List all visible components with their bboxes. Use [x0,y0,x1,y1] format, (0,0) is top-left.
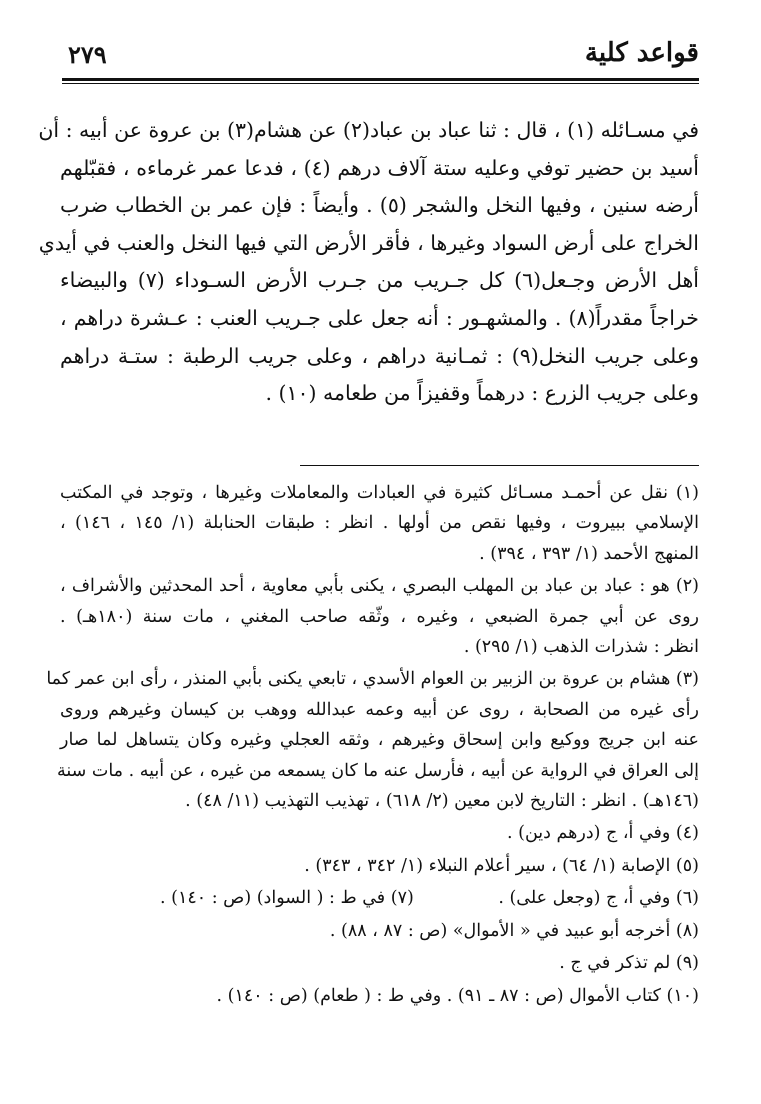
footnote-6: (٦) وفي أ، ج (وجعل على) . [498,888,699,909]
footnote-line: (٨) أخرجه أبو عبيد في « الأموال» (ص : ٨٧ ، ٨٨) . [329,920,699,941]
text-line: خراجاً مقدراً(٨) . والمشهـور : أنه جعل على جـريب العنب : عـشرة دراهم ، [60,305,699,330]
footnote-4 [60,818,699,848]
page-number: ٢٧٩ [68,40,107,69]
footnote-3 [46,664,699,816]
text-line: في مسـائله (١) ، قال : ثنا عباد بن عباد(٢) عن هشام(٣) بن عروة عن أبيه : أن [38,118,699,142]
footnote-1 [60,478,699,569]
footnote-line: (٣) هشام بن عروة بن الزبير بن العوام الأسدي ، تابعي يكنى بأبي المنذر ، رأى ابن عمر كما [46,669,699,690]
footnote-line: الإسلامي ببيروت ، وفيها نقص من أولها . انظر : طبقات الحنابلة (١/ ١٤٥ ، ١٤٦) ، [60,513,699,534]
footnote-line: (١) نقل عن أحمـد مسـائل كثيرة في العبادات والمعاملات وغيرها ، وتوجد في المكتب [60,483,699,503]
footnote-line: (١٠) كتاب الأموال (ص : ٨٧ ـ ٩١) . وفي ط : ( طعام) (ص : ١٤٠) . [216,985,699,1006]
footnotes [46,478,700,1013]
running-title: قواعد كلية [584,38,699,68]
footnote-line: روى عن أبي جمرة الضبعي ، وغيره ، وثّقه صاحب المغني ، مات سنة (١٨٠هـ) . [60,606,700,627]
footnote-9 [60,948,699,978]
footnote-10 [60,981,699,1011]
footnote-line: (٢) هو : عباد بن عباد بن المهلب البصري ، يكنى بأبي معاوية ، أحد المحدثين والأشراف ، [60,576,699,597]
footnote-line: (٤) وفي أ، ج (درهم دين) . [507,823,699,844]
footnote-line: (٥) الإصابة (١/ ٦٤) ، سير أعلام النبلاء (١/ ٣٤٢ ، ٣٤٣) . [304,855,699,876]
footnotes-6-7 [60,883,699,913]
footnote-2 [60,571,699,662]
text-line: الخراج على أرض السواد وغيرها ، فأقر الأرض التي فيها النخل والعنب في أيدي [38,230,699,255]
page-header [62,38,699,80]
footnote-line: رأى غيره من الصحابة ، روى عن أبيه وعمه عبدالله ووهب بن كيسان وغيرهم وروى [60,699,699,720]
text-line: أهل الأرض وجـعل(٦) كل جـريب من جـرب الأرض السـوداء (٧) والبيضاء [60,268,699,293]
footnote-line: انظر : شذرات الذهب (١/ ٢٩٥) . [463,637,699,658]
text-line: وعلى جريب النخل(٩) : ثمـانية دراهم ، وعلى جريب الرطبة : ستـة دراهم [60,343,699,368]
footnote-7: (٧) في ط : ( السواد) (ص : ١٤٠) . [160,888,414,909]
text-line: وعلى جريب الزرع : درهماً وقفيزاً من طعامه (١٠) . [265,381,699,406]
footnote-line: (١٤٦هـ) . انظر : التاريخ لابن معين (٢/ ٦١٨) ، تهذيب التهذيب (١١/ ٤٨) . [185,791,699,812]
footnote-8 [60,916,699,946]
footnote-line: عنه ابن جريج ووكيع وابن إسحاق وغيرهم ، وثقه العجلي وغيره وكان يتساهل لما صار [60,730,699,751]
text-line: أرضه سنين ، وفيها النخل والشجر (٥) . وأيضاً : فإن عمر بن الخطاب ضرب [60,193,700,218]
header-rule [62,78,699,84]
text-line: أسيد بن حضير توفي وعليه ستة آلاف درهم (٤) ، فدعا عمر غرماءه ، فقبّلهم [60,155,699,180]
footnote-line: المنهج الأحمد (١/ ٣٩٣ ، ٣٩٤) . [479,543,699,564]
footnote-line: إلى العراق في الرواية عن أبيه ، فأرسل عنه ما كان يسمعه من غيره ، عن أبيه . مات سنة [56,760,699,781]
footnote-5 [60,851,699,881]
main-text [38,112,700,413]
footnote-separator [300,465,699,466]
footnote-line: (٩) لم تذكر في ج . [559,953,699,974]
